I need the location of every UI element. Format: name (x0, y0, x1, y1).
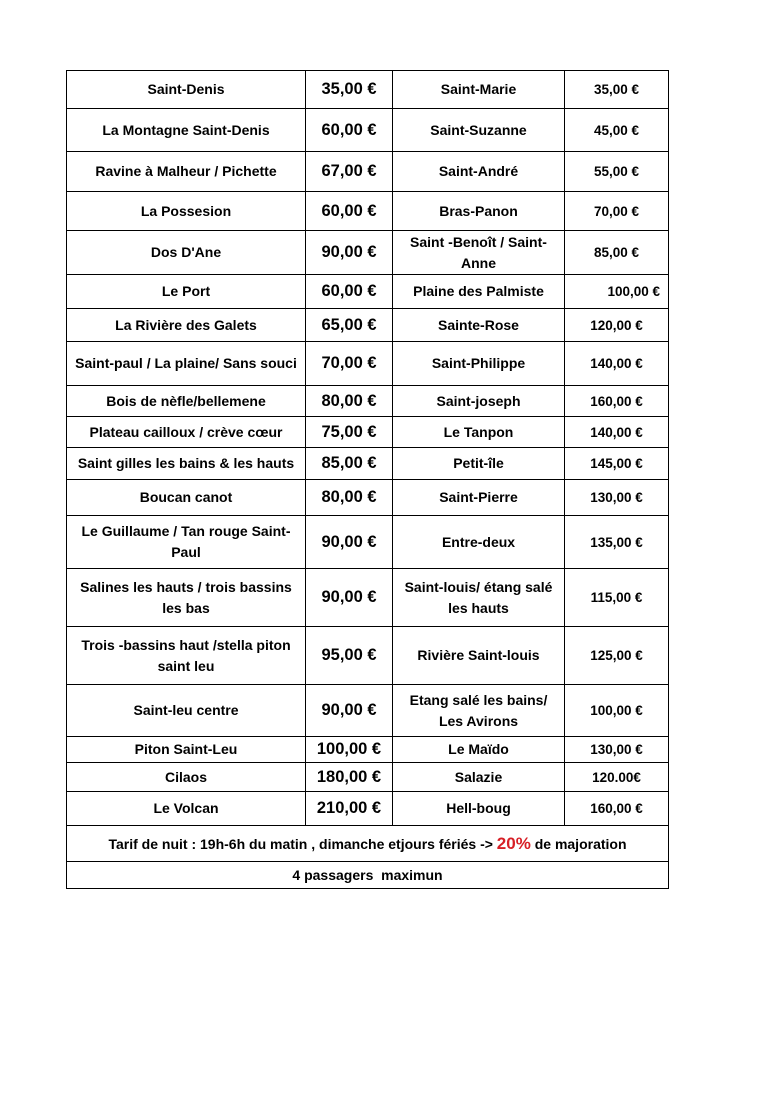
table-row (67, 386, 669, 417)
price-b: 140,00 € (565, 417, 669, 448)
price-b: 115,00 € (565, 569, 669, 627)
table-row (67, 569, 669, 627)
price-a: 80,00 € (306, 480, 393, 516)
price-b: 160,00 € (565, 386, 669, 417)
price-a: 210,00 € (306, 792, 393, 826)
destination-a: La Montagne Saint-Denis (67, 109, 306, 152)
price-b: 100,00 € (565, 275, 669, 309)
destination-a: Le Port (67, 275, 306, 309)
price-b: 145,00 € (565, 448, 669, 480)
table-row (67, 342, 669, 386)
destination-a: Ravine à Malheur / Pichette (67, 152, 306, 192)
destination-a: Le Guillaume / Tan rouge Saint-Paul (67, 516, 306, 569)
passenger-limit: 4 passagers maximun (67, 862, 669, 889)
price-b: 70,00 € (565, 192, 669, 231)
tariff-table (66, 70, 669, 889)
destination-a: Salines les hauts / trois bassins les bas (67, 569, 306, 627)
destination-b: Saint-Pierre (393, 480, 565, 516)
table-row (67, 192, 669, 231)
destination-b: Bras-Panon (393, 192, 565, 231)
table-row (67, 737, 669, 763)
price-a: 85,00 € (306, 448, 393, 480)
destination-b: Saint-Suzanne (393, 109, 565, 152)
price-a: 90,00 € (306, 569, 393, 627)
night-rate-suffix: de majoration (530, 835, 627, 852)
price-b: 130,00 € (565, 480, 669, 516)
table-row (67, 792, 669, 826)
destination-b: Saint-louis/ étang salé les hauts (393, 569, 565, 627)
price-a: 80,00 € (306, 386, 393, 417)
night-rate-text: Tarif de nuit : 19h-6h du matin , dimanche etjours fériés -> (108, 835, 497, 852)
destination-b: Saint-André (393, 152, 565, 192)
table-row (67, 448, 669, 480)
destination-a: Trois -bassins haut /stella piton saint leu (67, 627, 306, 685)
destination-b: Salazie (393, 763, 565, 792)
price-b: 130,00 € (565, 737, 669, 763)
price-a: 180,00 € (306, 763, 393, 792)
destination-b: Saint-Marie (393, 71, 565, 109)
destination-a: Bois de nèfle/bellemene (67, 386, 306, 417)
night-rate-row (67, 826, 669, 862)
destination-b: Saint -Benoît / Saint-Anne (393, 231, 565, 275)
destination-a: Saint-leu centre (67, 685, 306, 737)
night-surcharge-percent: 20% (496, 833, 531, 853)
price-a: 65,00 € (306, 309, 393, 342)
price-a: 35,00 € (306, 71, 393, 109)
price-a: 90,00 € (306, 685, 393, 737)
destination-b: Sainte-Rose (393, 309, 565, 342)
passengers-row (67, 862, 669, 889)
table-row (67, 763, 669, 792)
destination-b: Saint-Philippe (393, 342, 565, 386)
price-a: 60,00 € (306, 275, 393, 309)
table-row (67, 309, 669, 342)
table-row (67, 152, 669, 192)
table-row (67, 516, 669, 569)
destination-b: Rivière Saint-louis (393, 627, 565, 685)
price-b: 120,00 € (565, 309, 669, 342)
destination-a: Saint-Denis (67, 71, 306, 109)
price-b: 140,00 € (565, 342, 669, 386)
destination-a: Boucan canot (67, 480, 306, 516)
price-a: 60,00 € (306, 109, 393, 152)
night-rate-note (67, 826, 669, 862)
destination-b: Etang salé les bains/ Les Avirons (393, 685, 565, 737)
table-row (67, 685, 669, 737)
price-a: 60,00 € (306, 192, 393, 231)
destination-a: La Rivière des Galets (67, 309, 306, 342)
table-row (67, 480, 669, 516)
price-a: 67,00 € (306, 152, 393, 192)
price-b: 100,00 € (565, 685, 669, 737)
price-b: 160,00 € (565, 792, 669, 826)
price-a: 95,00 € (306, 627, 393, 685)
price-b: 35,00 € (565, 71, 669, 109)
destination-b: Entre-deux (393, 516, 565, 569)
destination-b: Le Tanpon (393, 417, 565, 448)
price-a: 100,00 € (306, 737, 393, 763)
price-b: 125,00 € (565, 627, 669, 685)
price-a: 90,00 € (306, 516, 393, 569)
price-b: 85,00 € (565, 231, 669, 275)
price-b: 135,00 € (565, 516, 669, 569)
table-row (67, 109, 669, 152)
destination-a: Piton Saint-Leu (67, 737, 306, 763)
destination-a: Le Volcan (67, 792, 306, 826)
destination-a: Plateau cailloux / crève cœur (67, 417, 306, 448)
destination-a: Dos D'Ane (67, 231, 306, 275)
destination-a: Saint-paul / La plaine/ Sans souci (67, 342, 306, 386)
destination-a: Saint gilles les bains & les hauts (67, 448, 306, 480)
destination-b: Saint-joseph (393, 386, 565, 417)
table-row (67, 275, 669, 309)
table-row (67, 417, 669, 448)
destination-b: Le Maïdo (393, 737, 565, 763)
price-a: 90,00 € (306, 231, 393, 275)
table-row (67, 627, 669, 685)
price-b: 120.00€ (565, 763, 669, 792)
table-row (67, 231, 669, 275)
destination-a: Cilaos (67, 763, 306, 792)
price-a: 75,00 € (306, 417, 393, 448)
price-b: 55,00 € (565, 152, 669, 192)
price-b: 45,00 € (565, 109, 669, 152)
destination-b: Hell-boug (393, 792, 565, 826)
destination-b: Plaine des Palmiste (393, 275, 565, 309)
destination-a: La Possesion (67, 192, 306, 231)
table-row (67, 71, 669, 109)
price-a: 70,00 € (306, 342, 393, 386)
destination-b: Petit-île (393, 448, 565, 480)
